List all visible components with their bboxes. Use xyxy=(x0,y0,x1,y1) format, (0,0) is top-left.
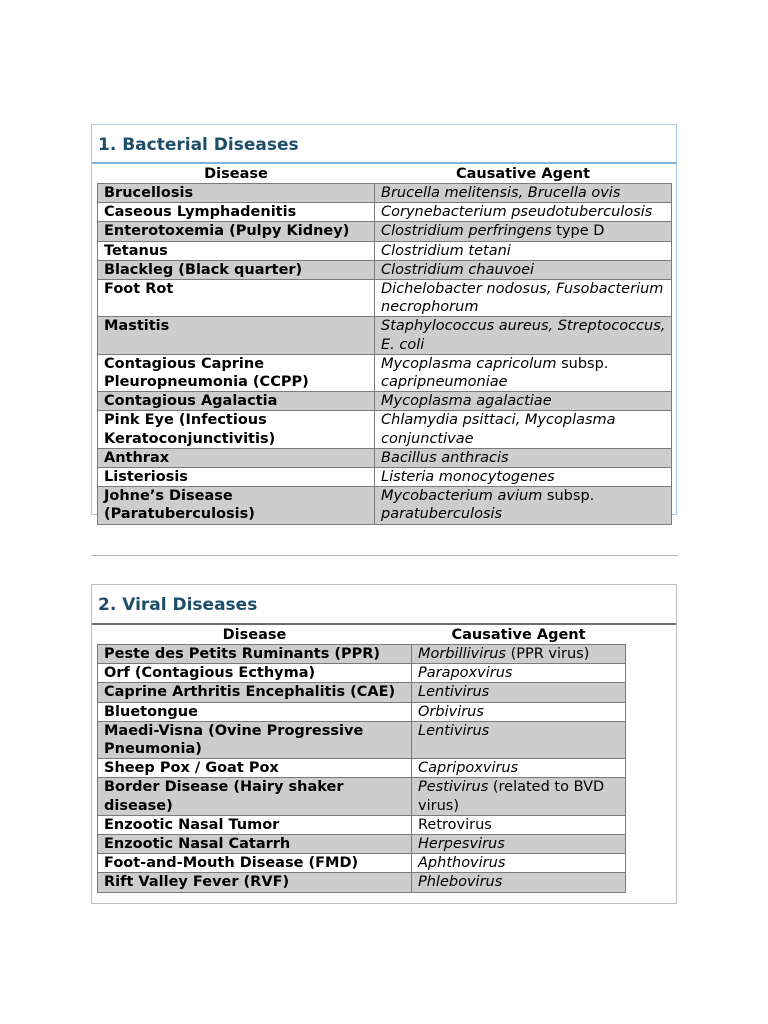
disease-name: Listeriosis xyxy=(98,468,375,487)
table-row xyxy=(98,721,626,758)
disease-name: Blackleg (Black quarter) xyxy=(98,260,375,279)
table-row xyxy=(98,448,672,467)
table-row xyxy=(98,411,672,448)
table-body xyxy=(98,184,672,525)
table-row xyxy=(98,873,626,892)
causative-agent xyxy=(375,280,672,317)
disease-name: Peste des Petits Ruminants (PPR) xyxy=(98,645,412,664)
agent-text: paratuberculosis xyxy=(381,506,503,523)
causative-agent xyxy=(412,835,626,854)
agent-text: type D xyxy=(551,223,605,240)
causative-agent xyxy=(412,683,626,702)
disease-name: Rift Valley Fever (RVF) xyxy=(98,873,412,892)
causative-agent xyxy=(375,241,672,260)
agent-text: (related to BVD virus) xyxy=(418,779,605,814)
causative-agent xyxy=(375,487,672,524)
causative-agent xyxy=(412,759,626,778)
table-row xyxy=(98,835,626,854)
disease-name: Brucellosis xyxy=(98,184,375,203)
disease-name: Tetanus xyxy=(98,241,375,260)
agent-text: (PPR virus) xyxy=(505,646,590,662)
agent-text: Clostridium tetani xyxy=(381,242,511,259)
disease-name: Enterotoxemia (Pulpy Kidney) xyxy=(98,222,375,241)
bacterial-diseases-table xyxy=(97,164,672,525)
agent-text: Clostridium chauvoei xyxy=(381,261,535,278)
column-header-disease: Disease xyxy=(222,626,287,643)
disease-name: Foot-and-Mouth Disease (FMD) xyxy=(98,854,412,873)
agent-text: Brucella melitensis, Brucella ovis xyxy=(381,185,621,201)
table-row xyxy=(98,184,672,203)
agent-text: Chlamydia psittaci, Mycoplasma conjunctivae xyxy=(381,412,616,447)
causative-agent xyxy=(375,448,672,467)
table-row xyxy=(98,778,626,815)
table-row xyxy=(98,645,626,664)
table-row xyxy=(98,241,672,260)
disease-name: Maedi-Visna (Ovine Progressive Pneumonia) xyxy=(98,721,412,758)
table-row xyxy=(98,664,626,683)
viral-diseases-table xyxy=(97,625,626,893)
table-header-row xyxy=(98,164,672,184)
agent-text: Morbillivirus xyxy=(418,646,506,662)
causative-agent xyxy=(412,664,626,683)
disease-name: Border Disease (Hairy shaker disease) xyxy=(98,778,412,815)
table-body xyxy=(98,645,626,893)
agent-text: Listeria monocytogenes xyxy=(381,469,555,486)
causative-agent xyxy=(412,815,626,834)
causative-agent xyxy=(375,222,672,241)
table-row xyxy=(98,354,672,391)
column-header-disease: Disease xyxy=(204,165,268,182)
agent-text: Mycoplasma capricolum xyxy=(381,355,557,372)
disease-name: Enzootic Nasal Catarrh xyxy=(98,835,412,854)
agent-text: Capripoxvirus xyxy=(418,760,519,777)
disease-name: Bluetongue xyxy=(98,702,412,721)
causative-agent xyxy=(412,854,626,873)
disease-name: Mastitis xyxy=(98,317,375,354)
agent-text: Mycoplasma agalactiae xyxy=(381,393,552,410)
agent-text: Staphylococcus aureus, Streptococcus, E. coli xyxy=(381,318,666,353)
agent-text: Lentivirus xyxy=(418,722,490,739)
agent-text: Corynebacterium pseudotuberculosis xyxy=(381,204,653,221)
table-row xyxy=(98,683,626,702)
causative-agent xyxy=(375,260,672,279)
disease-name: Foot Rot xyxy=(98,280,375,317)
table-header-row xyxy=(98,625,626,645)
causative-agent xyxy=(412,778,626,815)
agent-text: Bacillus anthracis xyxy=(381,449,509,466)
table-row xyxy=(98,222,672,241)
causative-agent xyxy=(375,354,672,391)
table-row xyxy=(98,815,626,834)
causative-agent xyxy=(412,721,626,758)
disease-name: Caseous Lymphadenitis xyxy=(98,203,375,222)
causative-agent xyxy=(412,645,626,664)
table-row xyxy=(98,759,626,778)
table-row xyxy=(98,392,672,411)
table-row xyxy=(98,317,672,354)
agent-text: capripneumoniae xyxy=(381,374,508,391)
section-title: 1. Bacterial Diseases xyxy=(92,125,676,164)
causative-agent xyxy=(375,184,672,203)
table-row xyxy=(98,468,672,487)
disease-name: Enzootic Nasal Tumor xyxy=(98,815,412,834)
agent-text: Pestivirus xyxy=(418,779,489,796)
table-row xyxy=(98,487,672,524)
causative-agent xyxy=(375,411,672,448)
disease-name: Orf (Contagious Ecthyma) xyxy=(98,664,412,683)
causative-agent xyxy=(412,702,626,721)
column-header-agent: Causative Agent xyxy=(455,165,591,182)
agent-text: subsp. xyxy=(556,355,609,372)
viral-diseases-section xyxy=(91,584,677,904)
disease-name: Johne’s Disease (Paratuberculosis) xyxy=(98,487,375,524)
disease-name: Caprine Arthritis Encephalitis (CAE) xyxy=(98,683,412,702)
agent-text: subsp. xyxy=(542,488,595,505)
agent-text: Retrovirus xyxy=(418,816,492,833)
disease-name: Anthrax xyxy=(98,448,375,467)
agent-text: Dichelobacter nodosus, Fusobacterium necrophorum xyxy=(381,281,664,316)
agent-text: Phlebovirus xyxy=(418,874,503,891)
disease-name: Sheep Pox / Goat Pox xyxy=(98,759,412,778)
agent-text: Orbivirus xyxy=(418,703,484,720)
agent-text: Parapoxvirus xyxy=(418,665,513,682)
agent-text: Herpesvirus xyxy=(418,836,505,853)
disease-name: Contagious Agalactia xyxy=(98,392,375,411)
column-header-agent: Causative Agent xyxy=(451,626,586,643)
causative-agent xyxy=(375,392,672,411)
table-row xyxy=(98,854,626,873)
causative-agent xyxy=(375,468,672,487)
disease-name: Pink Eye (Infectious Keratoconjunctivitis) xyxy=(98,411,375,448)
disease-name: Contagious Caprine Pleuropneumonia (CCPP) xyxy=(98,354,375,391)
section-divider xyxy=(91,555,678,556)
causative-agent xyxy=(412,873,626,892)
section-title: 2. Viral Diseases xyxy=(92,585,676,625)
causative-agent xyxy=(375,203,672,222)
agent-text: Mycobacterium avium xyxy=(381,488,543,505)
causative-agent xyxy=(375,317,672,354)
table-row xyxy=(98,260,672,279)
table-row xyxy=(98,203,672,222)
agent-text: Aphthovirus xyxy=(418,855,506,872)
bacterial-diseases-section xyxy=(91,124,677,523)
table-row xyxy=(98,280,672,317)
table-row xyxy=(98,702,626,721)
agent-text: Lentivirus xyxy=(418,684,490,701)
agent-text: Clostridium perfringens xyxy=(381,223,552,240)
